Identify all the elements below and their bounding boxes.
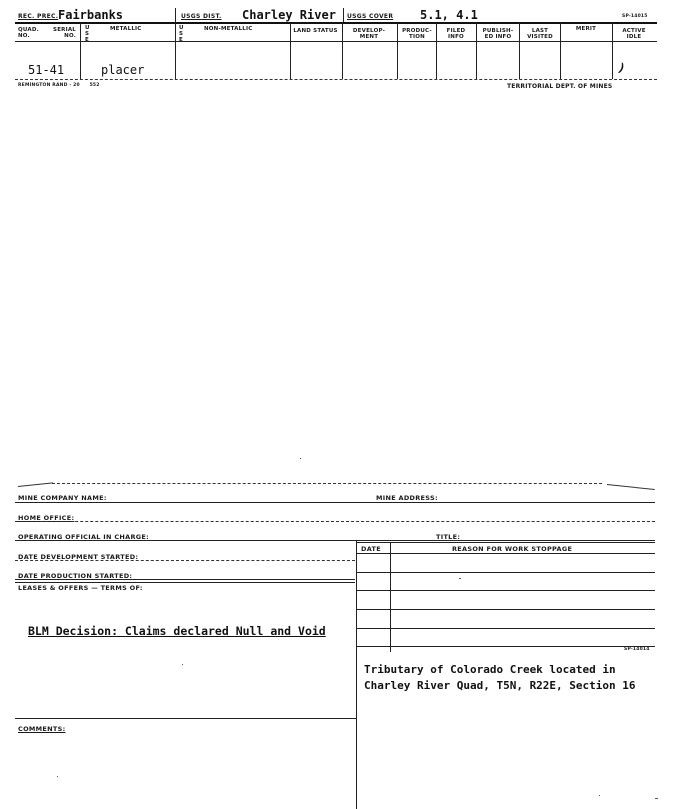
col-filed-info: FILED INFO: [446, 28, 466, 40]
date-prod-started-label: DATE PRODUCTION STARTED:: [18, 572, 133, 580]
mine-address-label: MINE ADDRESS:: [376, 494, 438, 502]
location-note-line-2: Charley River Quad, T5N, R22E, Section 16: [364, 679, 636, 692]
reason-column-label: REASON FOR WORK STOPPAGE: [452, 545, 573, 553]
usgs-cover-value: 5.1, 4.1: [420, 8, 478, 22]
remington-rand: [18, 84, 100, 89]
col-quad-no: [18, 28, 44, 40]
usgs-cover-label: USGS COVER: [347, 13, 394, 20]
operating-official-label: OPERATING OFFICIAL IN CHARGE:: [18, 533, 150, 541]
col-land-status: LAND STATUS: [293, 28, 338, 34]
territorial-dept: TERRITORIAL DEPT. OF MINES: [507, 83, 613, 90]
leases-label: LEASES & OFFERS — TERMS OF:: [18, 584, 143, 592]
date-column-label: DATE: [361, 545, 381, 553]
usgs-dist-value: Charley River: [242, 8, 336, 22]
form-number-bottom: SP-14014: [624, 647, 650, 652]
col-serial-no: SERIAL NO.: [53, 27, 76, 39]
row-active-idle: ): [615, 60, 628, 76]
col-merit: MERIT: [575, 26, 597, 32]
usgs-dist-label: USGS DIST.: [181, 13, 222, 20]
col-active-idle: ACTIVE IDLE: [622, 28, 646, 40]
title-label: TITLE:: [436, 533, 461, 541]
col-published-info: PUBLISH- ED INFO: [482, 28, 514, 40]
col-quad-no-text: QUAD. NO.: [18, 27, 39, 39]
row-quad-serial: 51-41: [28, 63, 65, 77]
col-nonmetallic: NON-METALLIC: [204, 26, 253, 32]
location-note-line-1: Tributary of Colorado Creek located in: [364, 663, 616, 676]
col-use-metallic: U S E: [85, 25, 90, 43]
col-development: DEVELOP- MENT: [352, 28, 386, 40]
comments-label: COMMENTS:: [18, 725, 66, 733]
col-last-visited: LAST VISITED: [527, 28, 553, 40]
rec-prec-label: REC. PREC.: [18, 13, 59, 20]
date-dev-started-label: DATE DEVELOPMENT STARTED:: [18, 553, 139, 561]
col-production: PRODUC- TION: [402, 28, 432, 40]
blm-decision: BLM Decision: Claims declared Null and Void: [28, 624, 326, 638]
row-metallic: placer: [101, 63, 145, 77]
mine-company-name-label: MINE COMPANY NAME:: [18, 494, 107, 502]
remington-rand-text: REMINGTON RAND - 20: [18, 83, 80, 88]
col-metallic: METALLIC: [110, 26, 142, 32]
remington-rand-num: 552: [89, 83, 100, 88]
col-use-nonmetallic: U S E: [179, 25, 184, 43]
home-office-label: HOME OFFICE:: [18, 514, 75, 522]
form-number-top: SP-14015: [622, 14, 648, 19]
rec-prec-value: Fairbanks: [58, 8, 124, 22]
